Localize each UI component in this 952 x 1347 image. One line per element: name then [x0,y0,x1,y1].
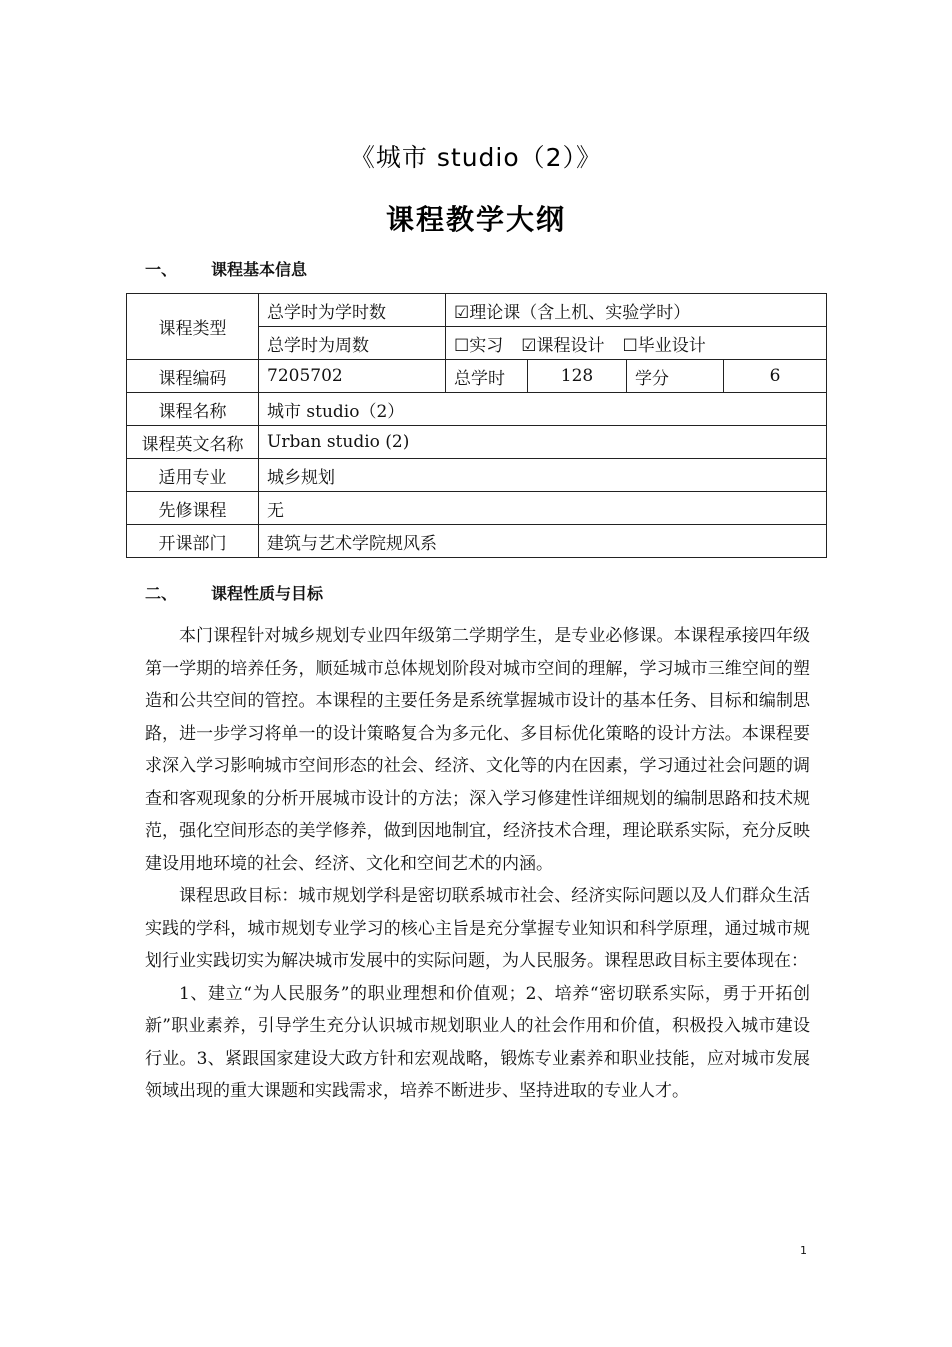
document-title: 《城市 studio（2）》 [349,143,603,172]
total-hours-value: 128 [528,360,627,393]
paragraph-course-nature: 本门课程针对城乡规划专业四年级第二学期学生，是专业必修课。本课程承接四年级第一学期的培养任务，顺延城市总体规划阶段对城市空间的理解，学习城市三维空间的塑造和公共空间的管控。本课程的主要任务是系统掌握城市设计的基本任务、目标和编制思路，进一步学习将单一的设计策略复合为多元化、多目标优化策略的设计方法。本课程要求深入学习影响城市空间形态的社会、经济、文化等的内在因素，学习通过社会问题的调查和客观现象的分析开展城市设计的方法；深入学习修建性详细规划的编制思路和技术规范，强化空间形态的美学修养，做到因地制宜，经济技术合理，理论联系实际，充分反映建设用地环境的社会、经济、文化和空间艺术的内涵。 [145,626,810,874]
course-design-option: ☑课程设计 [521,335,605,356]
english-name-label: 课程英文名称 [127,426,259,459]
major-label: 适用专业 [127,459,259,492]
total-hours-label: 总学时 [446,360,528,393]
table-row [127,459,827,492]
page-number: 1 [800,1244,807,1257]
theory-course-option: ☑理论课（含上机、实验学时） [446,294,827,327]
section-number: 一、 [145,260,178,279]
prerequisite-label: 先修课程 [127,492,259,525]
major-value: 城乡规划 [259,459,827,492]
section-title: 课程基本信息 [211,260,308,279]
section-heading-basic-info [145,257,307,280]
course-code-value: 7205702 [259,360,446,393]
internship-option: ☐实习 [454,335,504,356]
course-code-label: 课程编码 [127,360,259,393]
course-type-label: 课程类型 [127,294,259,360]
section-title: 课程性质与目标 [211,584,324,603]
course-info-table [126,293,827,558]
table-row [127,525,827,558]
course-name-label: 课程名称 [127,393,259,426]
department-label: 开课部门 [127,525,259,558]
department-value: 建筑与艺术学院规风系 [259,525,827,558]
document-subtitle: 课程教学大纲 [385,203,566,236]
table-row [127,492,827,525]
table-row [127,426,827,459]
course-name-value: 城市 studio（2） [259,393,827,426]
hours-by-class-label: 总学时为学时数 [259,294,446,327]
english-name-value: Urban studio (2) [259,426,827,459]
paragraph-ideology-points: 1、建立“为人民服务”的职业理想和价值观；2、培养“密切联系实际，勇于开拓创新”职业素养，引导学生充分认识城市规划职业人的社会作用和价值，积极投入城市建设行业。3、紧跟国家建设大政方针和宏观战略，锻炼专业素养和职业技能，应对城市发展领域出现的重大课题和实践需求，培养不断进步、坚持进取的专业人才。 [145,983,810,1101]
table-row [127,393,827,426]
body-text [145,620,810,1108]
credits-value: 6 [724,360,827,393]
section-heading-nature-goals [145,581,323,604]
week-options-cell [446,327,827,360]
table-row [127,294,827,327]
section-number: 二、 [145,584,178,603]
table-row [127,360,827,393]
graduation-design-option: ☐毕业设计 [622,335,706,356]
prerequisite-value: 无 [259,492,827,525]
paragraph-ideology-goal: 课程思政目标：城市规划学科是密切联系城市社会、经济实际问题以及人们群众生活实践的学科，城市规划专业学习的核心主旨是充分掌握专业知识和科学原理，通过城市规划行业实践切实为解决城市发展中的实际问题，为人民服务。课程思政目标主要体现在： [145,886,810,971]
credits-label: 学分 [627,360,724,393]
hours-by-week-label: 总学时为周数 [259,327,446,360]
